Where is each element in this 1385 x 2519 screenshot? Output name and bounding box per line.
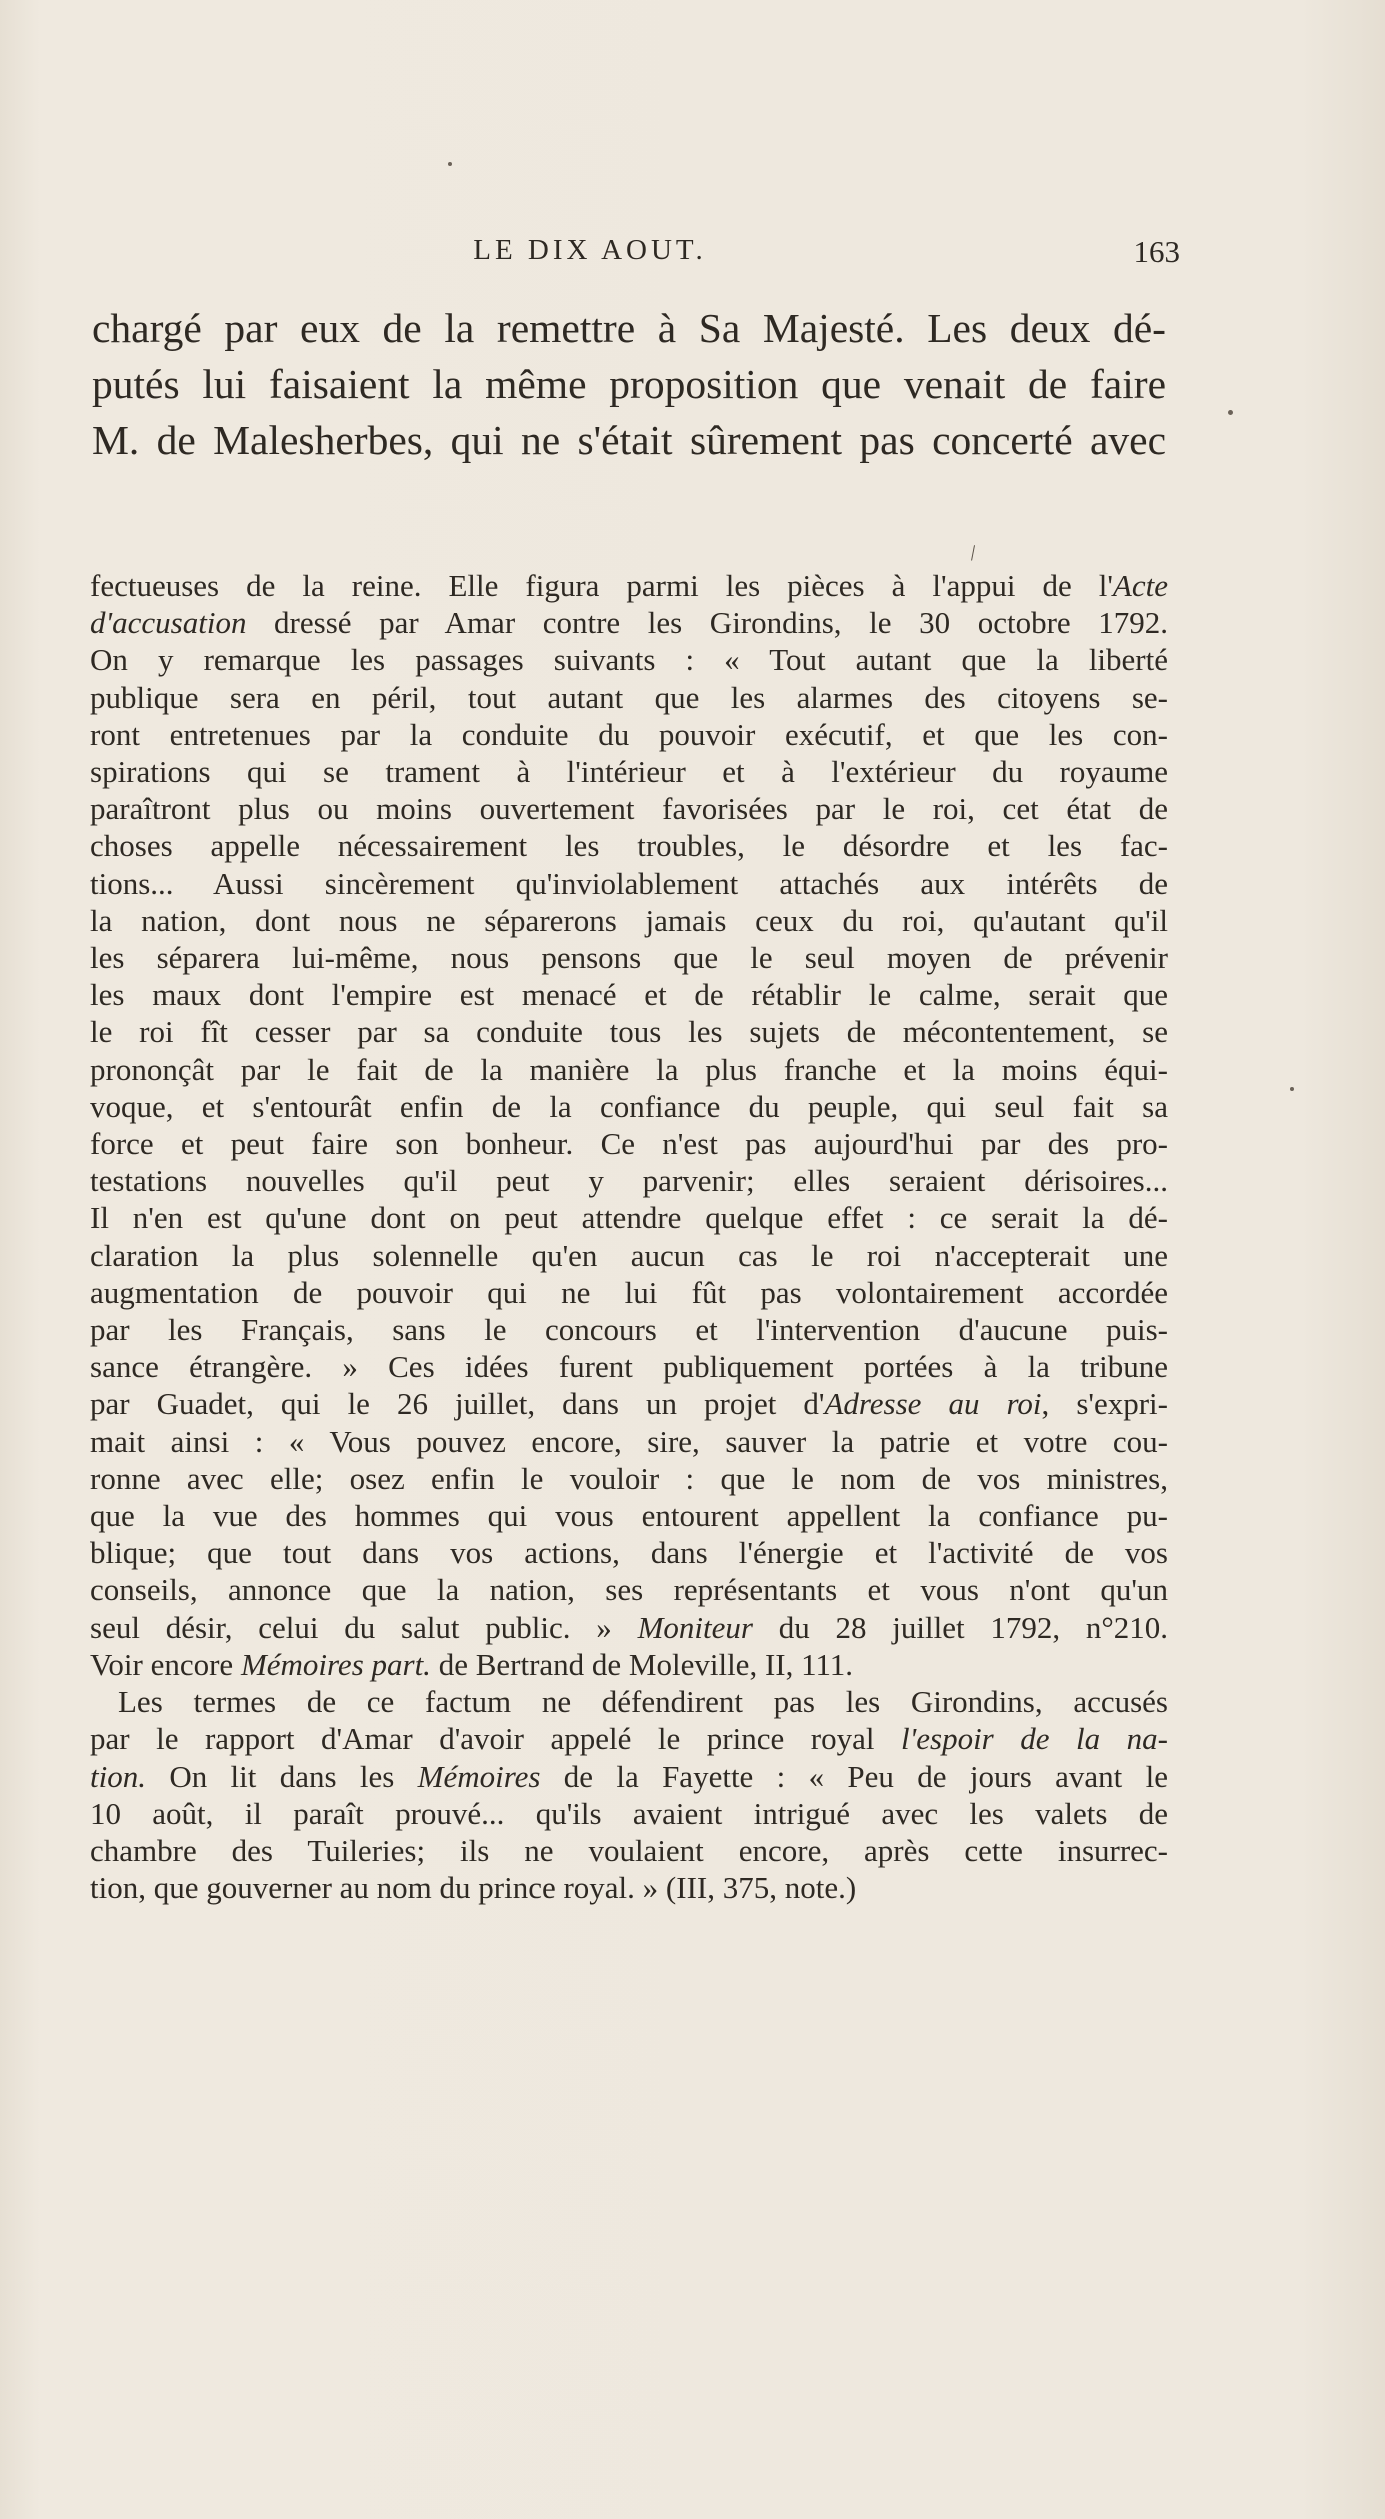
footnote-line xyxy=(90,1051,1168,1088)
footnote-segment: spirations qui se trament à l'intérieur et à l'extérieur du royaume xyxy=(90,754,1168,790)
footnote-italic-segment: Mémoires xyxy=(417,1758,541,1794)
main-text xyxy=(92,300,1166,468)
footnote-italic-segment: l'espoir de la na- xyxy=(901,1721,1168,1757)
margin-mark: / xyxy=(968,539,978,566)
footnote-line xyxy=(90,567,1168,604)
footnote-line xyxy=(90,1274,1168,1311)
footnote-line xyxy=(90,1199,1168,1236)
running-head xyxy=(90,234,1180,274)
footnote-line xyxy=(90,902,1168,939)
footnote-line xyxy=(90,1423,1168,1460)
main-text-line: chargé par eux de la remettre à Sa Majesté. Les deux dé- xyxy=(92,305,1166,351)
footnote-line xyxy=(90,1385,1168,1422)
footnote-segment: par le rapport d'Amar d'avoir appelé le prince royal xyxy=(90,1721,901,1757)
footnote-line xyxy=(90,865,1168,902)
footnote-line xyxy=(90,1497,1168,1534)
footnote-segment: conseils, annonce que la nation, ses représentants et vous n'ont qu'un xyxy=(90,1572,1168,1608)
footnote-segment: blique; que tout dans vos actions, dans l'énergie et l'activité de vos xyxy=(90,1535,1168,1571)
page-number: 163 xyxy=(1133,234,1180,269)
footnote-segment: chambre des Tuileries; ils ne voulaient encore, après cette insurrec- xyxy=(90,1832,1168,1868)
footnote-segment: prononçât par le fait de la manière la plus franche et la moins équi- xyxy=(90,1051,1168,1087)
footnote-line xyxy=(90,1683,1168,1720)
footnote-italic-segment: Mémoires part. xyxy=(240,1646,431,1682)
page-speck xyxy=(1228,410,1233,415)
footnote-segment: On lit dans les xyxy=(145,1758,418,1794)
footnote-line xyxy=(90,1758,1168,1795)
footnote-line xyxy=(90,1571,1168,1608)
footnote-segment: par les Français, sans le concours et l'intervention d'aucune puis- xyxy=(90,1312,1168,1348)
footnote-segment: ronne avec elle; osez enfin le vouloir : que le nom de vos ministres, xyxy=(90,1460,1168,1496)
footnote-italic-segment: Acte xyxy=(1112,568,1168,603)
page-speck xyxy=(448,162,452,166)
footnote-line xyxy=(90,641,1168,678)
footnote-line xyxy=(90,1609,1168,1646)
footnote-line xyxy=(90,1795,1168,1832)
main-text-line: M. de Malesherbes, qui ne s'était sûrement pas concerté avec xyxy=(92,417,1166,463)
footnote-italic-segment: d'accusation xyxy=(90,605,247,641)
footnote-line xyxy=(90,1832,1168,1869)
footnote-segment: testations nouvelles qu'il peut y parvenir; elles seraient dérisoires... xyxy=(90,1163,1168,1199)
footnote-segment: que la vue des hommes qui vous entourent appellent la confiance pu- xyxy=(90,1498,1168,1534)
footnote-segment: par Guadet, qui le 26 juillet, dans un projet d' xyxy=(90,1386,825,1422)
footnote-line xyxy=(90,1237,1168,1274)
footnote-segment: de Bertrand de Moleville, II, 111. xyxy=(430,1646,854,1682)
footnote-segment: Les termes de ce factum ne défendirent pas les Girondins, accusés xyxy=(118,1684,1168,1720)
footnote-segment: ront entretenues par la conduite du pouvoir exécutif, et que les con- xyxy=(90,716,1168,752)
footnote-segment: Voir encore xyxy=(90,1646,241,1682)
footnote-segment: publique sera en péril, tout autant que les alarmes des citoyens se- xyxy=(90,679,1168,715)
footnote-line xyxy=(90,939,1168,976)
footnote-segment: sance étrangère. » Ces idées furent publiquement portées à la tribune xyxy=(90,1349,1168,1385)
footnote-segment: les maux dont l'empire est menacé et de rétablir le calme, serait que xyxy=(90,977,1168,1013)
footnote-segment: voque, et s'entourât enfin de la confiance du peuple, qui seul fait sa xyxy=(90,1088,1168,1124)
footnote-line xyxy=(90,1311,1168,1348)
running-title: LE DIX AOUT. xyxy=(473,234,707,266)
footnote-segment: les séparera lui-même, nous pensons que le seul moyen de prévenir xyxy=(90,940,1168,976)
footnote-segment: Il n'en est qu'une dont on peut attendre quelque effet : ce serait la dé- xyxy=(90,1200,1168,1236)
footnote-segment: claration la plus solennelle qu'en aucun cas le roi n'accepterait une xyxy=(90,1237,1168,1273)
footnote-segment: choses appelle nécessairement les troubles, le désordre et les fac- xyxy=(90,828,1168,864)
footnote-line xyxy=(90,1125,1168,1162)
page-speck xyxy=(1290,1087,1294,1091)
footnote-segment: du 28 juillet 1792, n°210. xyxy=(752,1609,1168,1645)
footnote-italic-segment: Moniteur xyxy=(637,1609,753,1645)
footnote-segment: augmentation de pouvoir qui ne lui fût pas volontairement accordée xyxy=(90,1274,1168,1310)
footnote-segment: On y remarque les passages suivants : « Tout autant que la liberté xyxy=(90,642,1168,678)
footnote-segment: fectueuses de la reine. Elle figura parmi les pièces à l'appui de l' xyxy=(90,568,1113,603)
footnote-segment: tions... Aussi sincèrement qu'inviolablement attachés aux intérêts de xyxy=(90,865,1168,901)
footnote-segment: 10 août, il paraît prouvé... qu'ils avaient intrigué avec les valets de xyxy=(90,1795,1168,1831)
footnote-segment: de la Fayette : « Peu de jours avant le xyxy=(540,1758,1168,1794)
footnote-segment: dressé par Amar contre les Girondins, le 30 octobre 1792. xyxy=(246,605,1168,641)
footnote-line xyxy=(90,1646,1168,1683)
footnote-line xyxy=(90,753,1168,790)
footnote-segment: le roi fît cesser par sa conduite tous les sujets de mécontentement, se xyxy=(90,1014,1168,1050)
footnote-line xyxy=(90,1460,1168,1497)
footnote xyxy=(90,567,1168,1906)
footnote-line xyxy=(90,679,1168,716)
footnote-line xyxy=(90,604,1168,641)
footnote-line xyxy=(90,1348,1168,1385)
footnote-segment: la nation, dont nous ne séparerons jamais ceux du roi, qu'autant qu'il xyxy=(90,902,1168,938)
footnote-line xyxy=(90,827,1168,864)
footnote-line xyxy=(90,790,1168,827)
footnote-segment: mait ainsi : « Vous pouvez encore, sire, sauver la patrie et votre cou- xyxy=(90,1423,1168,1459)
footnote-segment: tion, que gouverner au nom du prince royal. » (III, 375, note.) xyxy=(90,1870,857,1906)
footnote-line xyxy=(90,1869,1168,1906)
footnote-line xyxy=(90,1013,1168,1050)
footnote-line xyxy=(90,716,1168,753)
main-text-line: putés lui faisaient la même proposition que venait de faire xyxy=(92,361,1166,407)
footnote-line xyxy=(90,976,1168,1013)
footnote-line xyxy=(90,1720,1168,1757)
footnote-italic-segment: Adresse au roi xyxy=(824,1386,1042,1422)
footnote-segment: seul désir, celui du salut public. » xyxy=(90,1609,638,1645)
footnote-segment: paraîtront plus ou moins ouvertement favorisées par le roi, cet état de xyxy=(90,791,1168,827)
footnote-line xyxy=(90,1534,1168,1571)
footnote-italic-segment: tion. xyxy=(90,1758,146,1794)
footnote-line xyxy=(90,1162,1168,1199)
footnote-segment: , s'expri- xyxy=(1041,1386,1168,1422)
footnote-line xyxy=(90,1088,1168,1125)
footnote-segment: force et peut faire son bonheur. Ce n'est pas aujourd'hui par des pro- xyxy=(90,1126,1168,1162)
